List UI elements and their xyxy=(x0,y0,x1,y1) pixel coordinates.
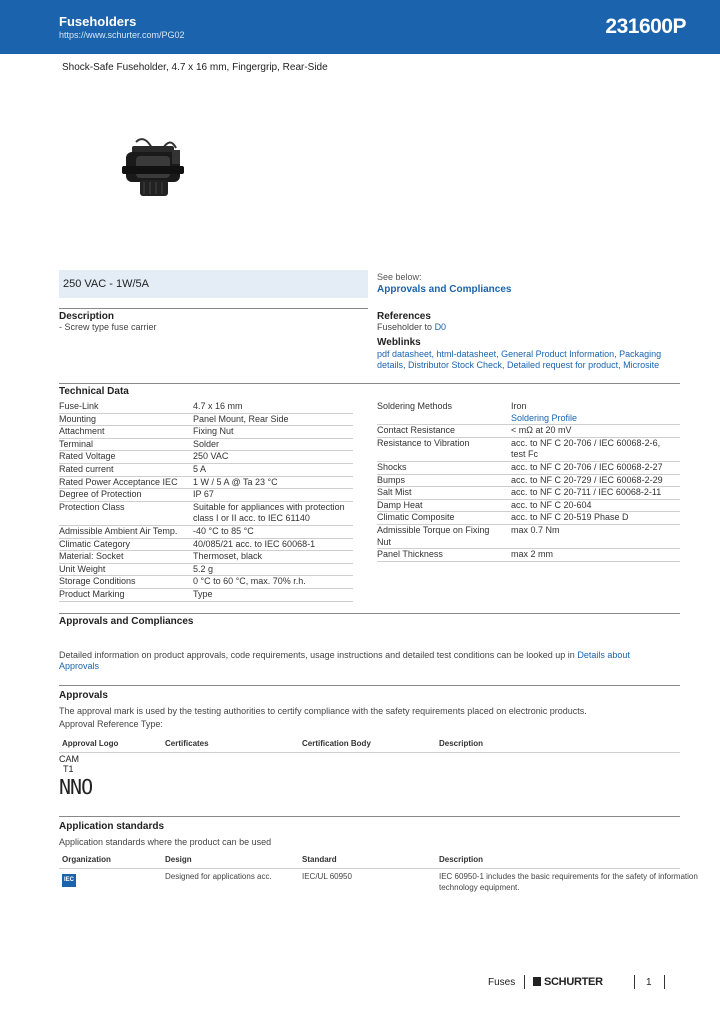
spec-value: 5.2 g xyxy=(193,563,214,574)
approvals-title: Approvals xyxy=(59,690,108,701)
spec-row xyxy=(377,438,680,462)
spec-row xyxy=(377,525,680,549)
spec-row xyxy=(59,539,353,552)
divider xyxy=(59,868,680,869)
spec-row xyxy=(377,462,680,475)
spec-key: Rated current xyxy=(59,463,114,474)
application-standards-text: Application standards where the product can be used xyxy=(59,837,272,847)
col-certificates: Certificates xyxy=(165,739,209,748)
description-title: Description xyxy=(59,311,115,322)
spec-table-left xyxy=(59,401,353,602)
spec-value: Thermoset, black xyxy=(193,551,263,562)
spec-key: Climatic Composite xyxy=(377,512,455,523)
approvals-compliances-text: Detailed information on product approvals, code requirements, usage instructions and detailed test conditions can be looked up in Details about xyxy=(59,650,630,660)
spec-key: Mounting xyxy=(59,413,97,424)
spec-row xyxy=(377,512,680,525)
footer-separator xyxy=(634,975,635,989)
spec-value: 5 A xyxy=(193,463,207,474)
std-description-line-1: IEC 60950-1 includes the basic requirements for the safety of information xyxy=(439,872,698,881)
spec-row xyxy=(59,576,353,589)
approval-reference-type: Approval Reference Type: xyxy=(59,719,163,729)
spec-row xyxy=(377,549,680,562)
spec-key: Fuse-Link xyxy=(59,401,99,411)
spec-value: IP 67 xyxy=(193,489,214,500)
spec-key: Terminal xyxy=(59,438,94,449)
category-url[interactable]: https://www.schurter.com/PG02 xyxy=(59,30,185,40)
references-text: Fuseholder to D0 xyxy=(377,322,447,332)
spec-value: 4.7 x 16 mm xyxy=(193,401,243,411)
spec-value: Panel Mount, Rear Side xyxy=(193,413,289,424)
spec-row xyxy=(59,564,353,577)
spec-value: -40 °C to 85 °C xyxy=(193,525,254,536)
spec-row xyxy=(59,526,353,539)
approvals-link[interactable]: Approvals and Compliances xyxy=(377,284,512,295)
spec-key: Climatic Category xyxy=(59,538,131,549)
spec-key: Salt Mist xyxy=(377,487,412,498)
spec-row xyxy=(59,451,353,464)
weblinks-line-2[interactable]: details, Distributor Stock Check, Detailed request for product, Microsite xyxy=(377,360,660,370)
spec-key: Resistance to Vibration xyxy=(377,437,470,448)
spec-row xyxy=(377,425,680,438)
references-title: References xyxy=(377,311,431,322)
col-approval-logo: Approval Logo xyxy=(62,739,119,748)
spec-key: Product Marking xyxy=(59,588,125,599)
approvals-compliances-title: Approvals and Compliances xyxy=(59,616,194,627)
spec-value: acc. to NF C 20-706 / IEC 60068-2-27 xyxy=(511,461,663,472)
rating-text: 250 VAC - 1W/5A xyxy=(63,278,149,290)
spec-key: Degree of Protection xyxy=(59,489,142,500)
spec-key: Admissible Ambient Air Temp. xyxy=(59,525,178,536)
spec-key: Unit Weight xyxy=(59,563,106,574)
divider xyxy=(59,752,680,753)
page-header xyxy=(0,0,720,54)
spec-key: Damp Heat xyxy=(377,499,423,510)
spec-row xyxy=(59,401,353,414)
weblinks-line-1[interactable]: pdf datasheet, html-datasheet, General Product Information, Packaging xyxy=(377,349,662,359)
page-number: 1 xyxy=(646,977,652,988)
spec-row xyxy=(59,589,353,602)
details-about-link[interactable]: Details about xyxy=(577,650,630,660)
spec-row xyxy=(59,464,353,477)
details-approvals-link[interactable]: Approvals xyxy=(59,661,100,671)
spec-key: Admissible Torque on Fixing Nut xyxy=(377,524,490,547)
spec-value: acc. to NF C 20-711 / IEC 60068-2-11 xyxy=(511,487,662,498)
col-organization: Organization xyxy=(62,855,111,864)
spec-key: Panel Thickness xyxy=(377,549,443,560)
col-std-description: Description xyxy=(439,855,484,864)
spec-value: acc. to NF C 20-706 / IEC 60068-2-6, test Fc xyxy=(511,437,661,460)
product-subtitle: Shock-Safe Fuseholder, 4.7 x 16 mm, Fingergrip, Rear-Side xyxy=(62,62,328,73)
approvals-text: The approval mark is used by the testing authorities to certify compliance with the safety requirements placed on electronic products. xyxy=(59,706,587,716)
see-below-label: See below: xyxy=(377,272,422,282)
spec-row xyxy=(377,487,680,500)
spec-key: Soldering Methods xyxy=(377,401,453,411)
schurter-logo-icon xyxy=(533,977,541,986)
spec-row xyxy=(377,500,680,513)
footer-separator xyxy=(524,975,525,989)
divider xyxy=(59,685,680,686)
brand-name: SCHURTER xyxy=(544,976,603,988)
page-footer xyxy=(0,974,720,994)
spec-key: Storage Conditions xyxy=(59,576,136,587)
spec-row xyxy=(59,489,353,502)
spec-key: Rated Power Acceptance IEC xyxy=(59,476,178,487)
spec-key: Protection Class xyxy=(59,501,125,512)
description-text: - Screw type fuse carrier xyxy=(59,322,157,332)
std-description-line-2: technology equipment. xyxy=(439,883,520,892)
spec-key: Shocks xyxy=(377,461,407,472)
col-description: Description xyxy=(439,739,484,748)
spec-key: Bumps xyxy=(377,474,406,485)
col-certification-body: Certification Body xyxy=(302,739,371,748)
rating-box xyxy=(59,270,368,298)
spec-value: Suitable for appliances with protection class I or II acc. to IEC 61140 xyxy=(193,501,345,524)
spec-value: 250 VAC xyxy=(193,451,229,462)
technical-data-title: Technical Data xyxy=(59,386,129,397)
category-title: Fuseholders xyxy=(59,14,137,29)
spec-value: Type xyxy=(193,588,213,599)
application-standards-title: Application standards xyxy=(59,821,165,832)
spec-value: max 0.7 Nm xyxy=(511,524,560,535)
divider xyxy=(59,383,680,384)
spec-value: 40/085/21 acc. to IEC 60068-1 xyxy=(193,538,316,549)
col-design: Design xyxy=(165,855,192,864)
col-standard: Standard xyxy=(302,855,337,864)
spec-value: max 2 mm xyxy=(511,549,554,560)
weblinks-title: Weblinks xyxy=(377,337,421,348)
spec-row xyxy=(59,414,353,427)
spec-key: Contact Resistance xyxy=(377,425,456,436)
part-number: 231600P xyxy=(605,15,686,38)
divider xyxy=(59,308,368,309)
approval-logo: CAM T1 NNO xyxy=(59,754,93,799)
standard-text: IEC/UL 60950 xyxy=(302,872,352,881)
iec-logo: IEC xyxy=(62,874,76,887)
spec-key: Rated Voltage xyxy=(59,451,116,462)
design-text: Designed for applications acc. xyxy=(165,872,272,881)
spec-key: Material: Socket xyxy=(59,551,124,562)
spec-row xyxy=(59,477,353,490)
spec-row xyxy=(59,551,353,564)
spec-key: Attachment xyxy=(59,426,105,437)
spec-value: Solder xyxy=(193,438,220,449)
spec-value: Iron Soldering Profile xyxy=(511,401,680,424)
spec-value: acc. to NF C 20-604 xyxy=(511,499,592,510)
spec-value: Fixing Nut xyxy=(193,426,234,437)
spec-value: 1 W / 5 A @ Ta 23 °C xyxy=(193,476,278,487)
spec-row xyxy=(377,401,680,425)
soldering-profile-link[interactable]: Soldering Profile xyxy=(511,412,578,423)
spec-value: acc. to NF C 20-519 Phase D xyxy=(511,512,629,523)
spec-row xyxy=(377,475,680,488)
spec-value: 0 °C to 60 °C, max. 70% r.h. xyxy=(193,576,306,587)
spec-row xyxy=(59,502,353,526)
references-link[interactable]: D0 xyxy=(434,322,447,332)
footer-label: Fuses xyxy=(488,977,516,988)
spec-row xyxy=(59,426,353,439)
spec-row xyxy=(59,439,353,452)
divider xyxy=(59,613,680,614)
footer-separator xyxy=(664,975,665,989)
spec-value: acc. to NF C 20-729 / IEC 60068-2-29 xyxy=(511,474,663,485)
spec-table-right xyxy=(377,401,680,562)
divider xyxy=(59,816,680,817)
spec-value: < mΩ at 20 mV xyxy=(511,425,572,436)
fuseholder-product-image xyxy=(112,128,192,208)
